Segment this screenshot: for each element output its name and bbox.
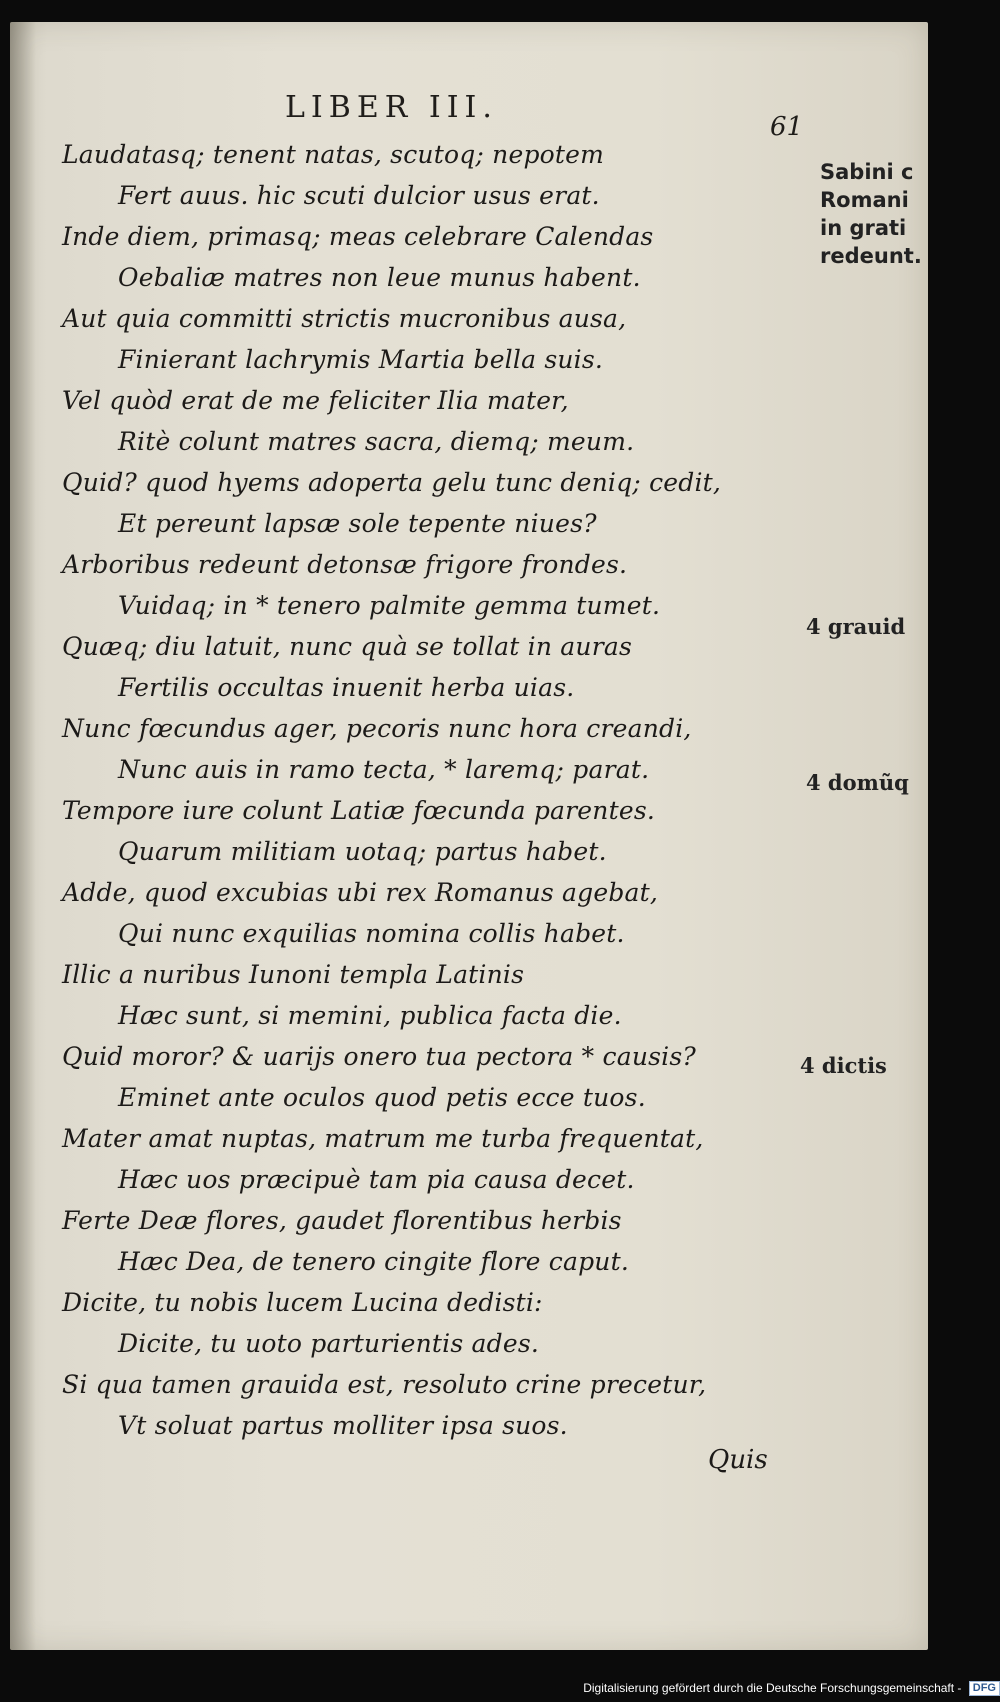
verse-line: Finierant lachrymis Martia bella suis.: [118, 345, 604, 374]
verse-line: Quid? quod hyems adoperta gelu tunc deniq; cedit,: [62, 468, 722, 497]
verse-line: Hæc sunt, si memini, publica facta die.: [118, 1001, 622, 1030]
verse-line: Vuidaq; in * tenero palmite gemma tumet.: [118, 591, 661, 620]
verse-line: Nunc auis in ramo tecta, * laremq; parat.: [118, 755, 650, 784]
margin-note-dictis: 4 dictis: [800, 1053, 887, 1078]
margin-note-grauid: 4 grauid: [806, 614, 906, 639]
verse-line: Ferte Deæ flores, gaudet florentibus herbis: [62, 1206, 622, 1235]
digitization-credit: [583, 1681, 1000, 1696]
verse-line: Tempore iure colunt Latiæ fœcunda parentes.: [62, 796, 656, 825]
verse-line: Inde diem, primasq; meas celebrare Calendas: [62, 222, 654, 251]
verse-line: Quid moror? & uarijs onero tua pectora * causis?: [62, 1042, 696, 1071]
verse-line: Adde, quod excubias ubi rex Romanus agebat,: [62, 878, 659, 907]
page-number: 61: [770, 112, 804, 142]
margin-note-domu: 4 domũq: [806, 770, 909, 795]
verse-line: Mater amat nuptas, matrum me turba frequentat,: [62, 1124, 704, 1153]
verse-line: Fertilis occultas inuenit herba uias.: [118, 673, 575, 702]
verse-line: Quæq; diu latuit, nunc quà se tollat in auras: [62, 632, 632, 661]
margin-note-sabini: [820, 158, 928, 270]
verse-line: Si qua tamen grauida est, resoluto crine precetur,: [62, 1370, 707, 1399]
margin-note-line: Romani: [820, 188, 909, 212]
verse-line: Arboribus redeunt detonsæ frigore frondes.: [62, 550, 628, 579]
gutter-shadow: [10, 22, 36, 1650]
verse-line: Ritè colunt matres sacra, diemq; meum.: [118, 427, 635, 456]
margin-note-line: in grati: [820, 216, 907, 240]
verse-line: Quarum militiam uotaq; partus habet.: [118, 837, 607, 866]
running-head: LIBER III.: [285, 90, 498, 125]
verse-line: Hæc Dea, de tenero cingite flore caput.: [118, 1247, 629, 1276]
verse-line: Et pereunt lapsæ sole tepente niues?: [118, 509, 597, 538]
verse-line: Illic a nuribus Iunoni templa Latinis: [62, 960, 525, 989]
credit-text: Digitalisierung gefördert durch die Deutsche Forschungsgemeinschaft -: [583, 1680, 962, 1695]
verse-line: Oebaliæ matres non leue munus habent.: [118, 263, 641, 292]
verse-line: Eminet ante oculos quod petis ecce tuos.: [118, 1083, 646, 1112]
catchword: Quis: [708, 1445, 768, 1475]
verse-line: Laudatasq; tenent natas, scutoq; nepotem: [62, 140, 605, 169]
verse-line: Aut quia committi strictis mucronibus ausa,: [62, 304, 627, 333]
verse-block: [62, 134, 822, 1446]
margin-note-line: Sabini c: [820, 160, 914, 184]
verse-line: Nunc fœcundus ager, pecoris nunc hora creandi,: [62, 714, 692, 743]
verse-line: Dicite, tu uoto parturientis ades.: [118, 1329, 540, 1358]
dfg-logo: DFG: [969, 1681, 1000, 1696]
verse-line: Vel quòd erat de me feliciter Ilia mater,: [62, 386, 569, 415]
verse-line: Qui nunc exquilias nomina collis habet.: [118, 919, 625, 948]
verse-line: Fert auus. hic scuti dulcior usus erat.: [118, 181, 600, 210]
margin-note-line: redeunt.: [820, 244, 922, 268]
verse-line: Dicite, tu nobis lucem Lucina dedisti:: [62, 1288, 543, 1317]
verse-line: Vt soluat partus molliter ipsa suos.: [118, 1411, 568, 1440]
verse-line: Hæc uos præcipuè tam pia causa decet.: [118, 1165, 635, 1194]
